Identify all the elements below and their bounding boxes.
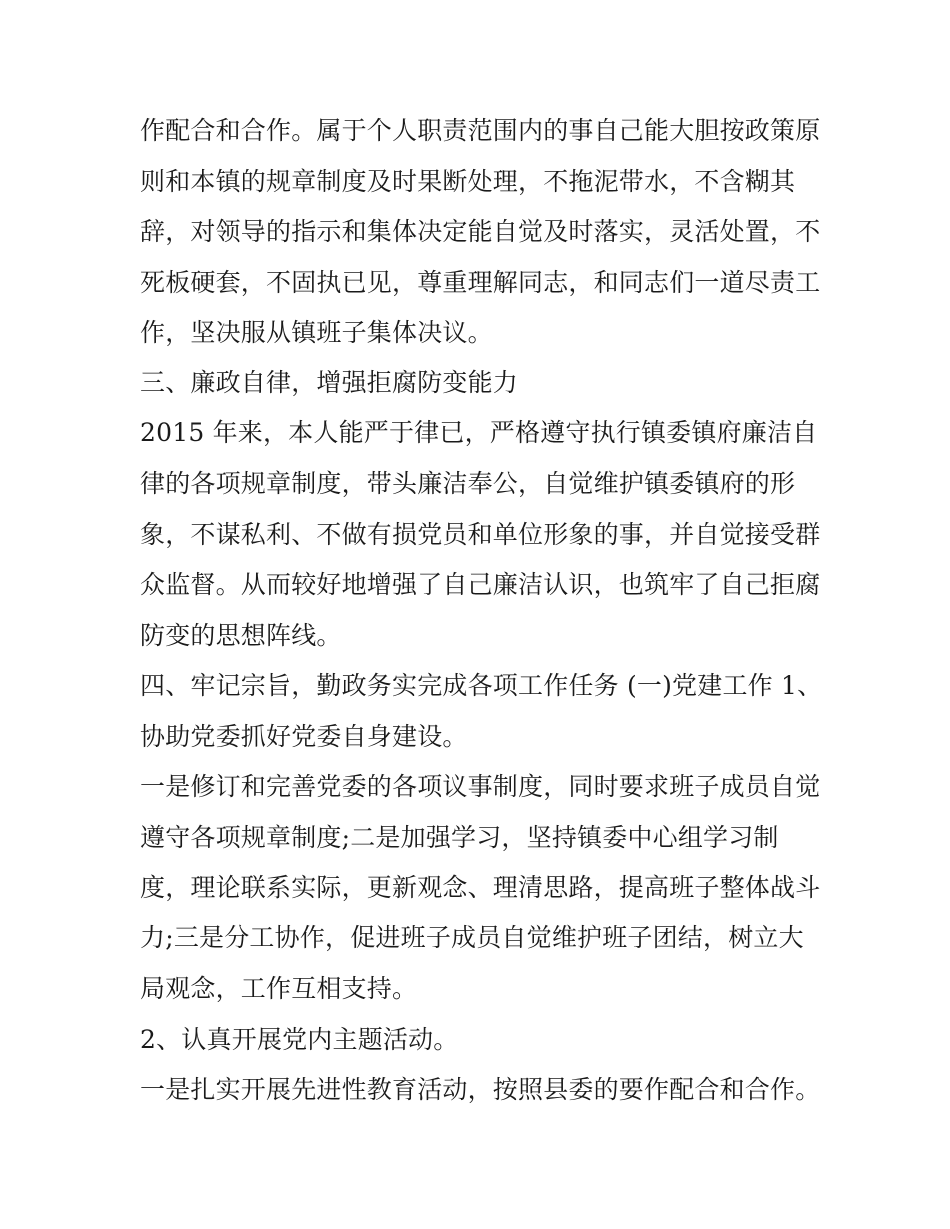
text-line: 作，坚决服从镇班子集体决议。 [140,318,493,347]
text-line: 作配合和合作。属于个人职责范围内的事自己能大胆按政策原 [140,116,821,145]
text-line: 协助党委抓好党委自身建设。 [140,722,468,751]
text-line: 防变的思想阵线。 [140,621,342,650]
text-line: 死板硬套，不固执已见，尊重理解同志，和同志们一道尽责工 [140,268,821,297]
text-line: 辞，对领导的指示和集体决定能自觉及时落实，灵活处置，不 [140,217,821,246]
section-heading: 四、牢记宗旨，勤政务实完成各项工作任务 (一)党建工作 1、 [140,671,823,700]
text-line: 局观念，工作互相支持。 [140,974,418,1003]
text-line: 遵守各项规章制度;二是加强学习，坚持镇委中心组学习制 [140,823,779,852]
text-line: 律的各项规章制度，带头廉洁奉公，自觉维护镇委镇府的形 [140,469,796,498]
text-line: 一是扎实开展先进性教育活动，按照县委的要作配合和合作。 [140,1075,821,1104]
text-line: 象，不谋私利、不做有损党员和单位形象的事，并自觉接受群 [140,520,821,549]
text-line: 力;三是分工协作，促进班子成员自觉维护班子团结，树立大 [140,923,804,952]
subsection-heading: 2、认真开展党内主题活动。 [140,1025,459,1054]
text-line: 众监督。从而较好地增强了自己廉洁认识，也筑牢了自己拒腐 [140,570,821,599]
text-line: 度，理论联系实际，更新观念、理清思路，提高班子整体战斗 [140,873,821,902]
section-heading: 三、廉政自律，增强拒腐防变能力 [140,368,519,397]
text-line: 则和本镇的规章制度及时果断处理，不拖泥带水，不含糊其 [140,167,796,196]
text-line: 一是修订和完善党委的各项议事制度，同时要求班子成员自觉 [140,772,821,801]
text-line: 2015 年来，本人能严于律已，严格遵守执行镇委镇府廉洁自 [140,418,818,447]
